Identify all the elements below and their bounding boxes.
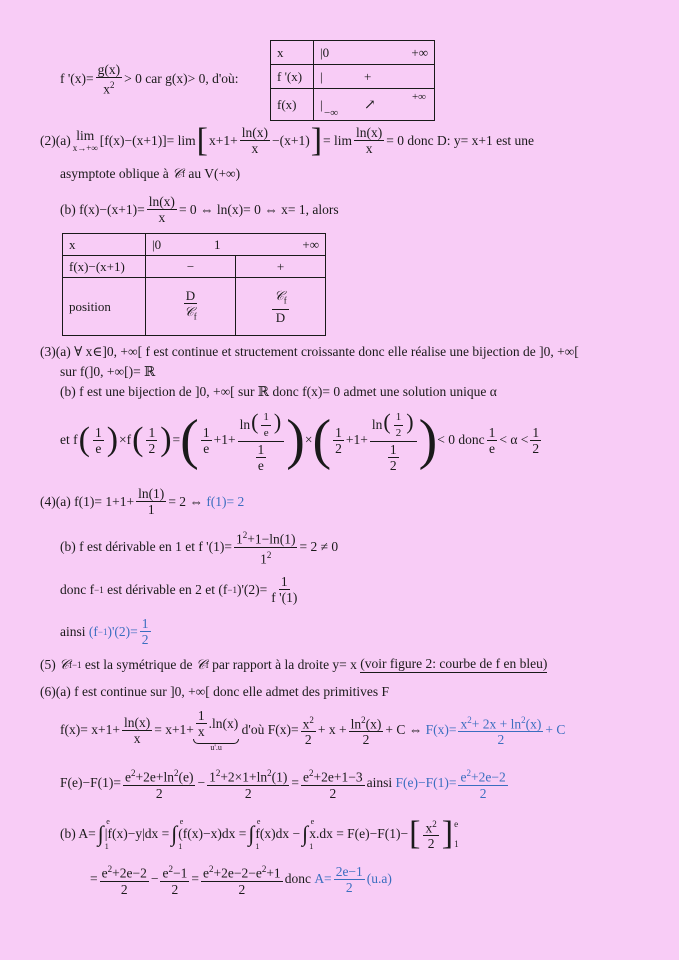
line-4a: (4)(a) f(1)= 1+1+ $\frac{\ln(1)}{1}$ = 2 ⇔ f(1)= 2 [40,486,245,517]
frac: $\frac{g(x)}{x^2}$ [97,62,121,97]
line-3b-product: et f ( 1 e ) ×f ( 1 2 ) = ( 1 e +1+ ln( $\frac{1}{e}$ ) $\frac{1}{e}$ ) × ( 1 2 +1+ ln( $\frac{1}{2}$ ) $\frac{1}{2}$ ) < 0 donc 1 e < α < 1 2 [60,408,540,474]
line-2a-cont: asymptote oblique à 𝒞 f au V(+∞) [60,166,241,181]
line-3a-cont: sur f(]0, +∞[)= ℝ [60,364,156,379]
line-3b: (b) f est une bijection de ]0, +∞[ sur ℝ donc f(x)= 0 admet une solution unique α [60,384,497,399]
line-fprime: f '(x)= $\frac{g(x)}{x^2}$ > 0 car g(x)> 0, d'où: [60,62,239,97]
line-3a: (3)(a) ∀ x∈]0, +∞[ f est continue et structement croissante donc elle réalise une bijection de ]0, +∞[ [40,344,579,359]
line-4b-result: ainsi (f −1 )'(2)= $\frac{1}{2}$ [60,616,149,647]
line-2a: (2)(a) lim x→+∞ [f(x)−(x+1)]= lim [ x+1+ $\frac{\ln(x)}{x}$ −(x+1) ] = lim $\frac{\ln(x)}{x}$ = 0 donc D: y= x+1 est une [40,121,534,159]
line-4b: (b) f est dérivable en 1 et f '(1)= $\frac{1^2+1-\ln(1)}{1^2}$ = 2 ≠ 0 [60,530,339,566]
figure-link[interactable]: (voir figure 2: courbe de f en bleu) [360,656,548,671]
line-2b: (b) f(x)−(x+1)= $\frac{\ln(x)}{x}$ = 0 ⇔ ln(x)= 0 ⇔ x= 1, alors [60,194,339,225]
line-4b-cont: donc f −1 est dérivable en 2 et (f −1 )'(2)= $\frac{1}{f '(1)}$ [60,574,298,605]
line-6b-result: = $\frac{e^2+2e-2}{2}$ − $\frac{e^2-1}{2}$ = $\frac{e^2+2e-2-e^2+1}{2}$ donc A= $\frac{2e-1}{2}$ (u.a) [90,863,392,897]
sign-table-2: x |0 1 +∞ f(x)−(x+1) − + position D 𝒞$_f$ 𝒞$_f$ D [62,233,326,336]
line-6b: (b) A= ∫ 1 e |f(x)−y|dx = ∫ 1 e (f(x)−x)dx = ∫ 1 e f(x)dx − ∫ 1 e x.dx = F(e)−F(1)− [ $x^2$ 2 ] e 1 [60,815,459,852]
line-5: (5) 𝒞 f−1 est la symétrique de 𝒞 f par rapport à la droite y= x (voir figure 2: courbe de f en bleu) [40,656,548,672]
line-6a-primitive: f(x)= x+1+ $\frac{\ln(x)}{x}$ = x+1+ 1 x .ln(x) u'.u d'où F(x)= $\frac{x^2}{2}$ + x + $\frac{\ln^2(x)}{2}$ + C ⇔ F(x)= $\frac{x^2+ 2x + \ln^2(x)}{2}$ + C [60,708,566,752]
line-6a: (6)(a) f est continue sur ]0, +∞[ donc elle admet des primitives F [40,684,390,699]
variation-table-1: x |0 +∞ f '(x) | + f(x) | −∞ ↗ +∞ [270,40,435,121]
line-6a-difference: F(e)−F(1)= $\frac{e^2+2e+\ln^2(e)}{2}$ − $\frac{1^2+2\times 1+\ln^2(1)}{2}$ = $\frac{e^2+2e+1-3}{2}$ ainsi F(e)−F(1)= $\frac{e^2+2e-2}{2}$ [60,768,506,801]
